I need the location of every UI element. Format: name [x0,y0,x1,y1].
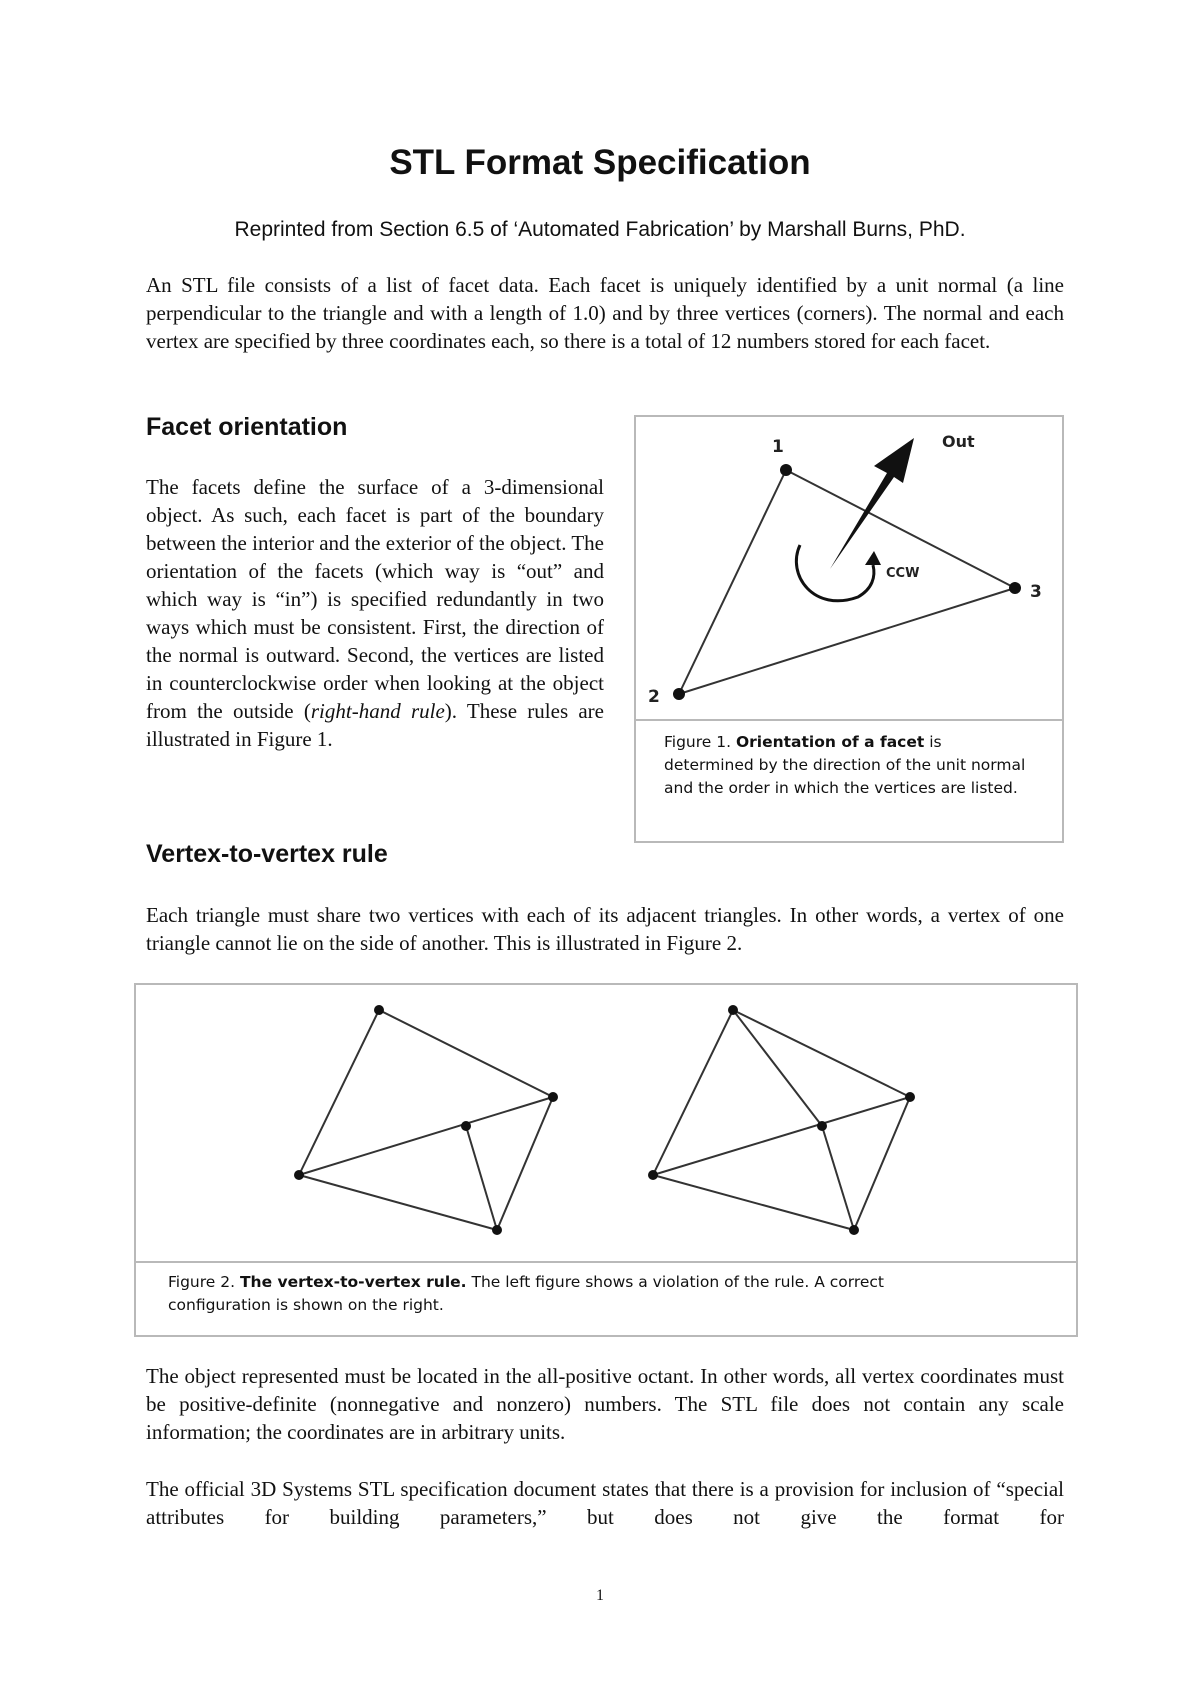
invalid-vertex [294,1170,304,1180]
right-hand-rule-term: right-hand rule [310,699,445,723]
facet-edge-2-3 [679,588,1015,694]
invalid-vertex [374,1005,384,1015]
section-heading-facet-orientation: Facet orientation [146,413,348,441]
vertex-2-label: 2 [648,687,660,707]
valid-vertex [648,1170,658,1180]
invalid-edge [466,1126,497,1230]
ccw-arc [796,545,874,601]
ccw-label: CCW [886,566,920,581]
ccw-arrowhead-icon [865,551,881,565]
figure-2-diagram [136,985,1076,1245]
figure-1-caption-rest: is determined by the direction of the unit normal and the order in which the vertices are listed. [664,733,1026,797]
vertex-1 [780,464,792,476]
figure-1 [634,415,1064,843]
subtitle: Reprinted from Section 6.5 of ‘Automated Fabrication’ by Marshall Burns, PhD. [234,218,966,241]
figure-2-caption-prefix: Figure 2. [168,1273,240,1291]
figure-2-caption-divider [136,1261,1076,1263]
invalid-vertex [461,1121,471,1131]
figure-1-caption-divider [636,719,1062,721]
valid-edge [854,1097,910,1230]
valid-edge [653,1010,733,1175]
figure-2-caption-rest: The left figure shows a violation of the rule. A correct configuration is shown on the right. [168,1273,884,1314]
facet-orientation-text: The facets define the surface of a 3-dimensional object. As such, each facet is part of the boundary between the interior and the exterior of the object. The orientation of the facets (which way is “out” and which way is “in”) is specified redundantly in two ways which must be consistent. First, the direction of the normal is outward. Second, the vertices are listed in counterclockwise order when looking at the object from the outside ( [146,475,604,723]
facet-edge-1-2 [679,470,786,694]
valid-vertex [817,1121,827,1131]
figure-2-caption [168,1271,968,1317]
valid-configuration [648,1005,915,1235]
invalid-edge [299,1175,497,1230]
facet-orientation-text-end: ). These rules are illustrated in Figure 1. [146,699,604,751]
official-spec-paragraph: The official 3D Systems STL specification document states that there is a provision for inclusion of “special attributes for building parameters,” but does not give the format for [146,1477,1064,1529]
invalid-edge [299,1010,379,1175]
vertex-3 [1009,582,1021,594]
figure-1-diagram [636,417,1062,717]
octant-paragraph: The object represented must be located in the all-positive octant. In other words, all vertex coordinates must be positive-definite (nonnegative and nonzero) numbers. The STL file does not contain any scale information; the coordinates are in arbitrary units. [146,1364,1064,1444]
figure-1-caption-prefix: Figure 1. [664,733,736,751]
valid-vertex [905,1092,915,1102]
invalid-edge [299,1097,553,1175]
page-title: STL Format Specification [389,143,811,182]
normal-arrow-icon [830,438,914,569]
vertex-3-label: 3 [1030,582,1042,602]
section-heading-vertex-rule: Vertex-to-vertex rule [146,840,388,868]
vertex-2 [673,688,685,700]
vertex-1-label: 1 [772,437,784,457]
valid-vertex [728,1005,738,1015]
figure-1-caption [664,731,1034,800]
figure-2-caption-bold: The vertex-to-vertex rule. [239,1273,467,1291]
invalid-edge [497,1097,553,1230]
figure-2 [134,983,1078,1337]
valid-vertex [849,1225,859,1235]
valid-edge [733,1010,910,1097]
figure-1-caption-bold: Orientation of a facet [735,733,925,751]
facet-orientation-paragraph [146,473,604,753]
vertex-rule-paragraph: Each triangle must share two vertices with each of its adjacent triangles. In other words, a vertex of one triangle cannot lie on the side of another. This is illustrated in Figure 2. [146,903,1064,955]
valid-edge [653,1097,910,1175]
page-number: 1 [596,1587,604,1604]
intro-paragraph: An STL file consists of a list of facet data. Each facet is uniquely identified by a unit normal (a line perpendicular to the triangle and with a length of 1.0) and by three vertices (corners). The normal and each vertex are specified by three coordinates each, so there is a total of 12 numbers stored for each facet. [146,273,1064,353]
valid-edge [653,1175,854,1230]
invalid-configuration [294,1005,558,1235]
valid-edge [822,1126,854,1230]
out-label: Out [942,432,975,451]
invalid-edge [379,1010,553,1097]
invalid-vertex [492,1225,502,1235]
invalid-vertex [548,1092,558,1102]
valid-edge [733,1010,822,1126]
